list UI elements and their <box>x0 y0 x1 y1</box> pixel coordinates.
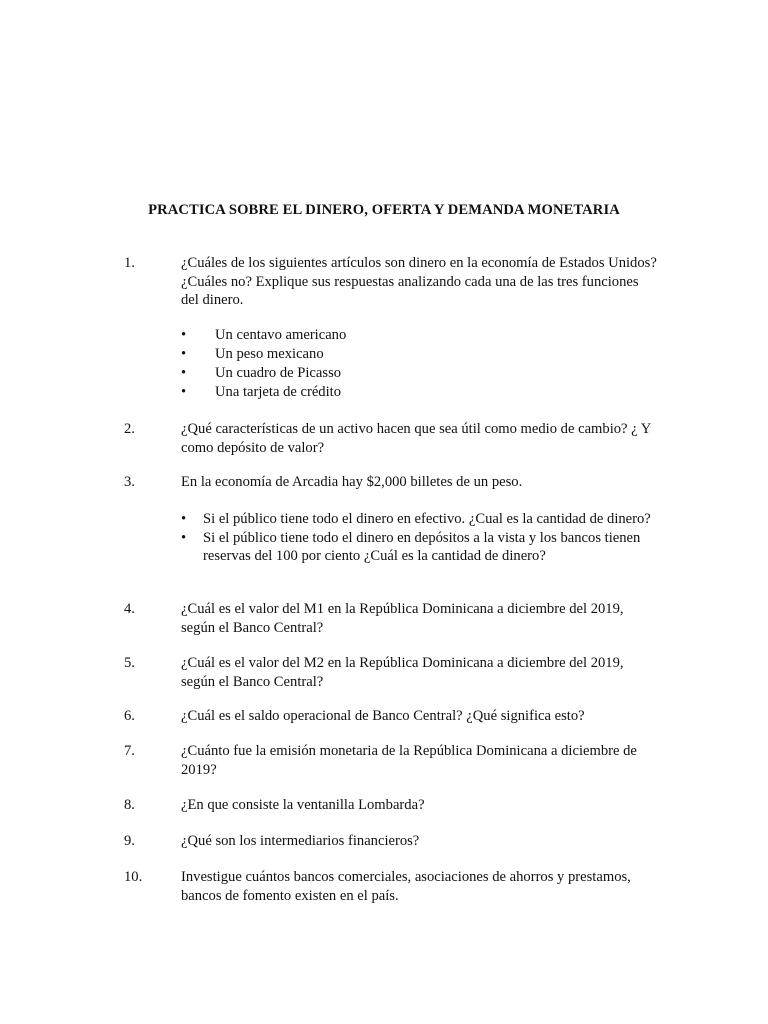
question-number: 3. <box>124 474 135 490</box>
question-number: 2. <box>124 421 135 437</box>
list-item <box>0 326 768 345</box>
question-number: 6. <box>124 708 135 724</box>
bullet-icon: • <box>181 529 187 546</box>
list-item <box>0 364 768 383</box>
question-number: 7. <box>124 743 135 759</box>
page-title: PRACTICA SOBRE EL DINERO, OFERTA Y DEMANDA MONETARIA <box>148 202 620 218</box>
bullet-icon: • <box>181 511 187 527</box>
question-number: 8. <box>124 797 135 813</box>
bullet-list-q1 <box>0 326 768 402</box>
list-item <box>0 383 768 402</box>
bullet-icon: • <box>181 365 187 381</box>
question-text: ¿Cuál es el valor del M1 en la República Dominicana a diciembre del 2019, según el Banco Central? <box>181 601 624 636</box>
question-text: ¿Qué características de un activo hacen que sea útil como medio de cambio? ¿ Y como depósito de valor? <box>181 421 651 456</box>
question-number: 1. <box>124 255 135 271</box>
list-item-text: Una tarjeta de crédito <box>215 384 342 400</box>
list-item <box>0 345 768 364</box>
question-text: Investigue cuántos bancos comerciales, asociaciones de ahorros y prestamos, bancos de fomento existen en el país. <box>181 869 631 904</box>
list-item-text: Un peso mexicano <box>215 346 324 362</box>
question-number: 5. <box>124 655 135 671</box>
bullet-icon: • <box>181 327 187 343</box>
question-text: ¿En que consiste la ventanilla Lombarda? <box>181 797 425 813</box>
question-text: ¿Cuáles de los siguientes artículos son dinero en la economía de Estados Unidos? ¿Cuáles no? Explique sus respuestas analizando cada una de las tres funciones del dinero. <box>181 255 657 308</box>
question-text: ¿Cuál es el saldo operacional de Banco Central? ¿Qué significa esto? <box>181 708 585 724</box>
question-text: ¿Cuánto fue la emisión monetaria de la República Dominicana a diciembre de 2019? <box>181 743 637 778</box>
list-item-text: Si el público tiene todo el dinero en depósitos a la vista y los bancos tienen reservas del 100 por ciento ¿Cuál es la cantidad de dinero? <box>203 529 641 564</box>
question-text: ¿Qué son los intermediarios financieros? <box>181 833 420 849</box>
question-text: En la economía de Arcadia hay $2,000 billetes de un peso. <box>181 474 523 490</box>
question-text: ¿Cuál es el valor del M2 en la República Dominicana a diciembre del 2019, según el Banco Central? <box>181 655 624 690</box>
question-number: 10. <box>124 869 143 885</box>
question-number: 9. <box>124 833 135 849</box>
question-number: 4. <box>124 601 135 617</box>
bullet-list-q3 <box>0 510 768 566</box>
list-item <box>0 510 768 529</box>
list-item <box>0 529 768 566</box>
list-item-text: Un cuadro de Picasso <box>215 365 342 381</box>
bullet-icon: • <box>181 346 187 362</box>
list-item-text: Un centavo americano <box>215 327 347 343</box>
list-item-text: Si el público tiene todo el dinero en efectivo. ¿Cual es la cantidad de dinero? <box>203 511 651 527</box>
bullet-icon: • <box>181 384 187 400</box>
